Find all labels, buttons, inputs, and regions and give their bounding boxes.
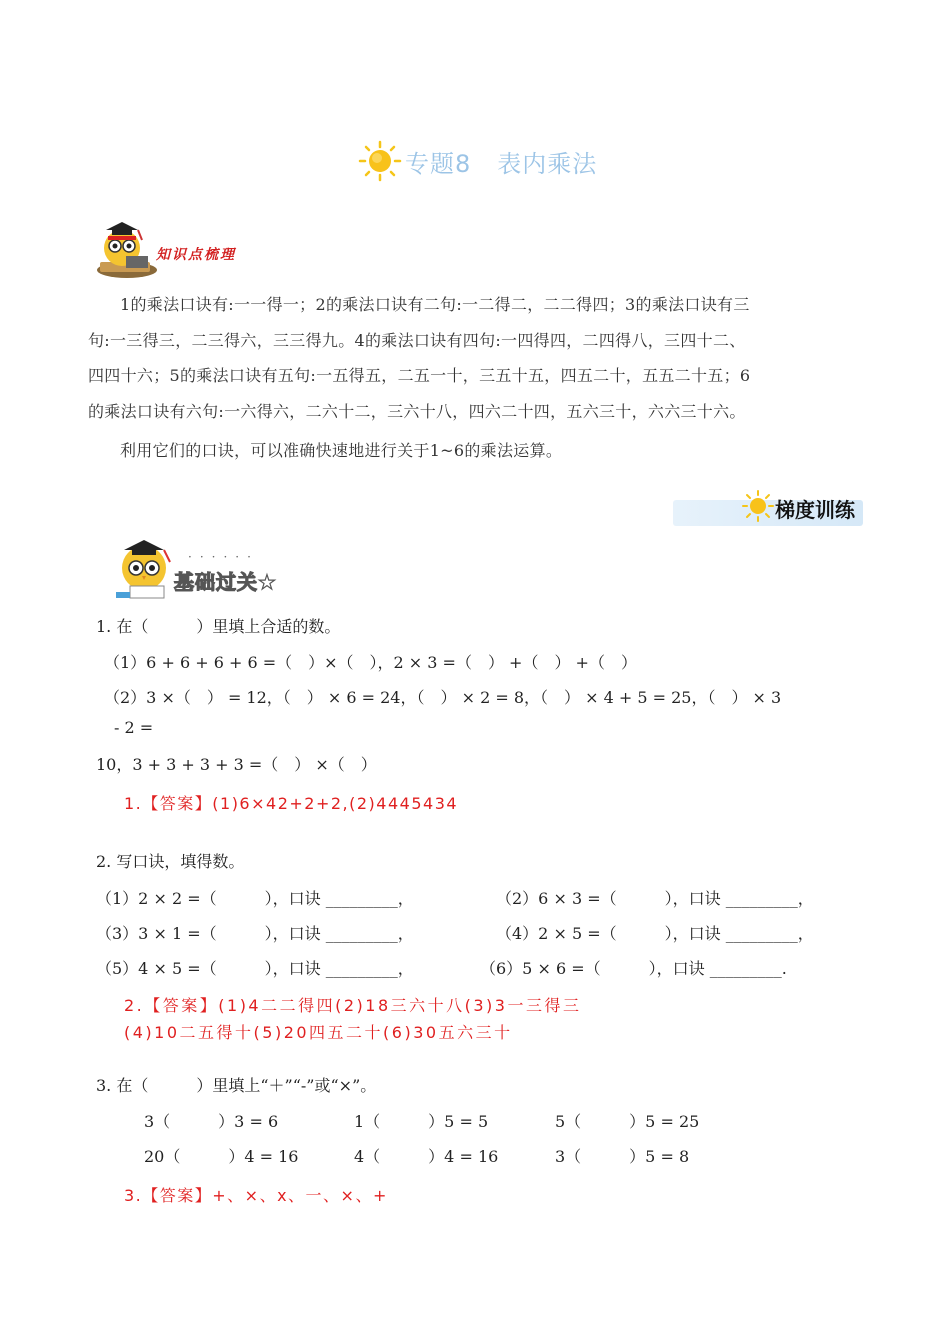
q1-answer: 1.【答案】(1)6×42+2+2,(2)4445434 — [124, 794, 459, 813]
q2-item-6: （6）5 × 6 =（ ），口诀 _________. — [480, 959, 787, 978]
q1-stem: 1. 在（ ）里填上合适的数。 — [96, 617, 341, 636]
knowledge-line-5: 利用它们的口诀，可以准确快速地进行关于1~6的乘法运算。 — [120, 441, 563, 460]
basic-level-badge — [112, 538, 312, 608]
q2-item-2: （2）6 × 3 =（ ），口诀 _________， — [496, 889, 814, 908]
q3-item-6: 3（ ）5 = 8 — [555, 1147, 690, 1166]
q3-item-1: 3（ ）3 = 6 — [144, 1112, 279, 1131]
page-title — [355, 140, 597, 182]
q2-answer-line-2: (4)10二五得十(5)20四五二十(6)30五六三十 — [124, 1023, 513, 1042]
knowledge-line-2: 句:一三得三，二三得六，三三得九。4的乘法口诀有四句:一四得四，二四得八，三四十二、 — [88, 331, 746, 350]
q2-item-5: （5）4 × 5 =（ ），口诀 _________， — [96, 959, 414, 978]
knowledge-line-4: 的乘法口诀有六句:一六得六，二六十二，三六十八，四六二十四，五六三十，六六三十六。 — [88, 402, 746, 421]
title-main: 表内乘法 — [497, 149, 598, 178]
knowledge-badge — [92, 218, 262, 280]
basic-level-label: 基础过关★ — [174, 570, 277, 594]
q3-stem: 3. 在（ ）里填上“＋”“-”或“×”。 — [96, 1076, 377, 1095]
q2-item-3: （3）3 × 1 =（ ），口诀 _________， — [96, 924, 414, 943]
knowledge-line-3: 四四十六；5的乘法口诀有五句:一五得五，二五一十，三五十五，四五二十，五五二十五；6 — [88, 366, 751, 385]
dot-decoration: ······ — [188, 550, 259, 564]
q2-item-1: （1）2 × 2 =（ ），口诀 _________， — [96, 889, 414, 908]
q1-line-1: （1）6 + 6 + 6 + 6 =（ ）×（ ），2 × 3 =（ ） +（ ） +（ ） — [104, 653, 637, 672]
q2-answer-line-1: 2.【答案】(1)4二二得四(2)18三六十八(3)3一三得三 — [124, 996, 582, 1015]
owl-teacher-icon — [92, 218, 162, 280]
sun-icon — [355, 140, 405, 182]
sun-icon-small — [742, 490, 774, 522]
q2-stem: 2. 写口诀，填得数。 — [96, 852, 245, 871]
knowledge-badge-label: 知识点梳理 — [156, 247, 236, 263]
q3-item-5: 4（ ）4 = 16 — [354, 1147, 499, 1166]
title-prefix: 专题8 — [405, 149, 472, 178]
knowledge-line-1: 1的乘法口诀有:一一得一；2的乘法口诀有二句:一二得二，二二得四；3的乘法口诀有三 — [120, 295, 750, 314]
q1-line-2: （2）3 ×（ ） = 12，（ ） × 6 = 24，（ ） × 2 = 8，（ ） × 4 + 5 = 25，（ ） × 3 — [104, 688, 782, 707]
q3-item-3: 5（ ）5 = 25 — [555, 1112, 700, 1131]
q1-line-3: - 2 = — [114, 718, 154, 737]
q3-item-2: 1（ ）5 = 5 — [354, 1112, 489, 1131]
owl-reading-icon — [112, 538, 182, 604]
q2-item-4: （4）2 × 5 =（ ），口诀 _________， — [496, 924, 814, 943]
q3-answer: 3.【答案】+、×、x、一、×、+ — [124, 1186, 388, 1205]
q1-line-4: 10，3 + 3 + 3 + 3 =（ ） ×（ ） — [96, 755, 377, 774]
training-label: 梯度训练 — [775, 498, 855, 522]
q3-item-4: 20（ ）4 = 16 — [144, 1147, 299, 1166]
